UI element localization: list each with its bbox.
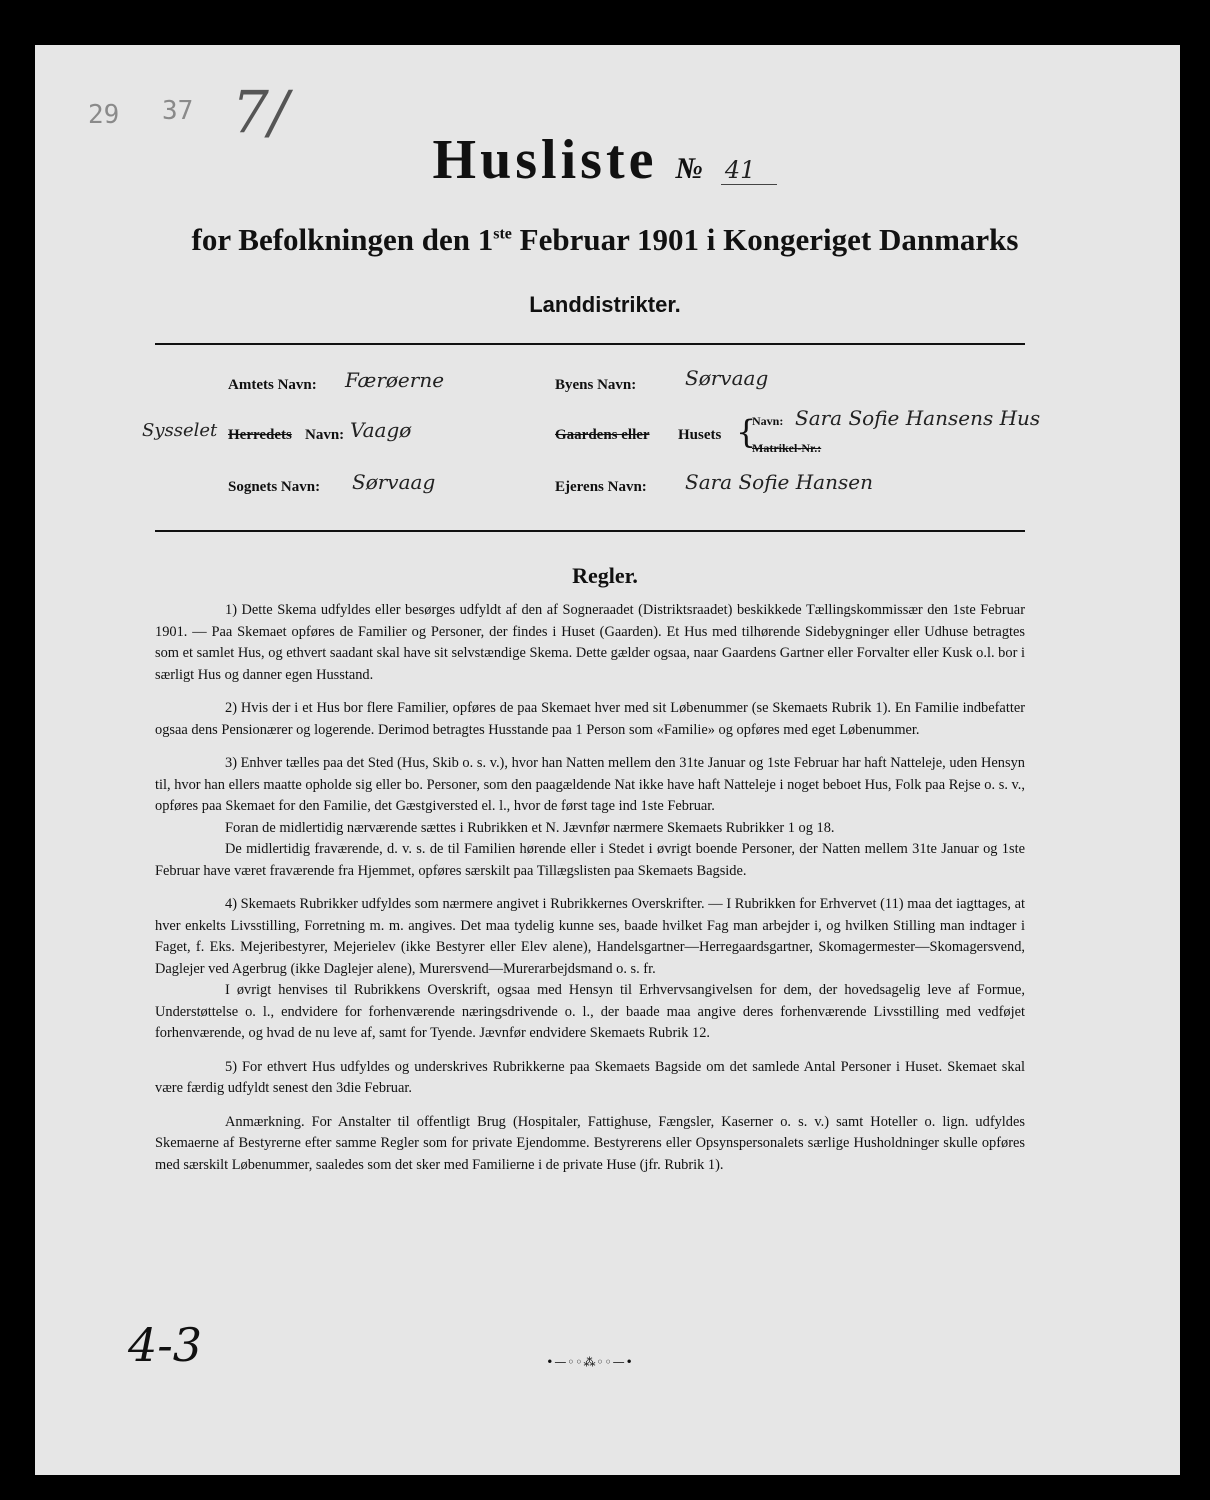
subtitle-part-b: Februar 1901 i Kongeriget Danmarks bbox=[511, 222, 1019, 257]
subtitle-sup: ste bbox=[493, 225, 512, 243]
rule-4: 4) Skemaets Rubrikker udfyldes som nærmere angivet i Rubrikkernes Overskrifter. — I Rubrikken for Erhvervet (11) maa det iagttages, at hver enkelts Livsstilling, Forretning m. m. angives. Det maa tydelig kunne ses, baade hvilket Fag man arbejder i, og hvilken Stilling man indtager i Faget, f. Eks. Mejeribestyrer, Mejerielev (ikke Bestyrer eller Elev alene), Handelsgartner—Herregaardsgartner, Skomagermester—Skomagersvend, Daglejer ved Agerbrug (ikke Daglejer alene), Murersvend—Murerarbejdsmand o. s. fr. bbox=[155, 896, 1025, 977]
navn-value: Sara Sofie Hansens Hus bbox=[795, 406, 1041, 430]
annotation: Anmærkning. For Anstalter til offentligt Brug (Hospitaler, Fattighuse, Fængsler, Kaserner o. s. v.) samt Hoteller o. lign. udfyldes Skemaerne af Bestyrerne efter samme Regler som for private Ejendomme. Bestyrerens eller Opsynspersonalets særlige Husholdninger skulle opføres med særskilt Løbenummer, saaledes som det sker med Familierne i de private Huse (jfr. Rubrik 1). bbox=[155, 1113, 1025, 1173]
husets-label: Husets bbox=[678, 427, 722, 443]
number-label: № bbox=[675, 152, 703, 185]
rules-title: Regler. bbox=[572, 563, 638, 588]
gaard-label: Gaardens eller bbox=[555, 427, 650, 443]
matrikel-label: Matrikel-Nr.: bbox=[752, 441, 822, 455]
brace: { bbox=[736, 413, 757, 451]
subtitle bbox=[0, 222, 1210, 258]
rule-5: 5) For ethvert Hus udfyldes og underskrives Rubrikkerne paa Skemaets Bagside om det samlede Antal Personer i Huset. Skemaet skal være færdig udfyldt senest den 3die Februar. bbox=[155, 1058, 1025, 1096]
sogn-label: Sognets Navn: bbox=[228, 479, 321, 495]
number-value: 41 bbox=[721, 156, 778, 185]
rule-4-note: I øvrigt henvises til Rubrikkens Overskrift, ogsaa med Hensyn til Erhvervsangivelsen for dem, der hovedsagelig leve af Formue, Understøttelse o. l., endvidere for forhenværende næringsdrivende o. l., der baade maa angive deres forhenværende Livsstilling med vedføjet forhenværende, og hvad de nu leve af, samt for Tyende. Jævnfør endvidere Skemaets Rubrik 12. bbox=[155, 982, 1025, 1041]
byens-label: Byens Navn: bbox=[555, 377, 637, 393]
subtitle-2: Landdistrikter. bbox=[529, 292, 681, 317]
navn-label: Navn: bbox=[752, 414, 784, 428]
slash-mark: 7/ bbox=[232, 78, 289, 146]
herred-value: Vaagø bbox=[350, 418, 412, 442]
ornament: •—◦◦⁂◦◦—• bbox=[546, 1355, 634, 1369]
ejer-label: Ejerens Navn: bbox=[555, 479, 647, 495]
rule-3-note-b: De midlertidig fraværende, d. v. s. de til Familien hørende eller i Stedet i øvrigt boende Personer, der Natten mellem 31te Januar og 1ste Februar have været fraværende fra Hjemmet, opføres særskilt paa Tillægslisten paa Skemaets Bagside. bbox=[155, 841, 1025, 879]
rules-body bbox=[155, 600, 1025, 1188]
sysselet-note: Sysselet bbox=[142, 420, 218, 441]
rule-3: 3) Enhver tælles paa det Sted (Hus, Skib o. s. v.), hvor han Natten mellem den 31te Januar og 1ste Februar har haft Natteleje, uden Hensyn til, hvor han ellers maatte opholde sig eller bo. Personer, som den paagældende Nat ikke have haft Natteleje i noget beboet Hus, Folk paa Rejse o. s. v., opføres paa Skemaet for den Familie, det Gæstgiversted el. l., hvor de først tage ind 1ste Februar. bbox=[155, 755, 1025, 814]
herred-label-2: Navn: bbox=[305, 427, 345, 443]
title-text: Husliste bbox=[432, 129, 658, 191]
subtitle-part-a: for Befolkningen den 1 bbox=[191, 222, 494, 257]
bottom-note: 4-3 bbox=[128, 1318, 203, 1372]
sogn-value: Sørvaag bbox=[352, 470, 436, 494]
page-title bbox=[0, 128, 1210, 192]
rule-1: 1) Dette Skema udfyldes eller besørges udfyldt af den af Sogneraadet (Distriktsraadet) beskikkede Tællingskommissær den 1ste Februar 1901. — Paa Skemaet opføres de Familier og Personer, der findes i Huset (Gaarden). Et Hus med tilhørende Sidebygninger eller Udhuse betragtes som et samlet Hus, og ethvert saadant skal have sit selvstændige Skema. Dette gælder ogsaa, naar Gaardens Gartner eller Forvalter eller Kusk o.l. bor i særligt Hus og danner egen Husstand. bbox=[155, 602, 1025, 683]
top-divider bbox=[155, 343, 1025, 345]
rule-2: 2) Hvis der i et Hus bor flere Familier, opføres de paa Skemaet hver med sit Løbenummer (se Skemaets Rubrik 1). En Familie indbefatter ogsaa dens Pensionærer og logerende. Derimod betragtes Husstande paa 1 Person som «Familie» og opføres med eget Løbenummer. bbox=[155, 700, 1025, 738]
rule-3-note-a: Foran de midlertidig nærværende sættes i Rubrikken et N. Jævnfør nærmere Skemaets Rubrikker 1 og 18. bbox=[225, 819, 835, 836]
amt-value: Færøerne bbox=[345, 368, 445, 392]
bottom-divider bbox=[155, 530, 1025, 532]
pencil-note-1: 29 bbox=[88, 100, 120, 130]
herred-label: Herredets bbox=[228, 427, 292, 443]
pencil-note-2: 37 bbox=[162, 96, 194, 126]
ejer-value: Sara Sofie Hansen bbox=[685, 470, 873, 494]
byens-value: Sørvaag bbox=[685, 366, 769, 390]
amt-label: Amtets Navn: bbox=[228, 377, 317, 393]
